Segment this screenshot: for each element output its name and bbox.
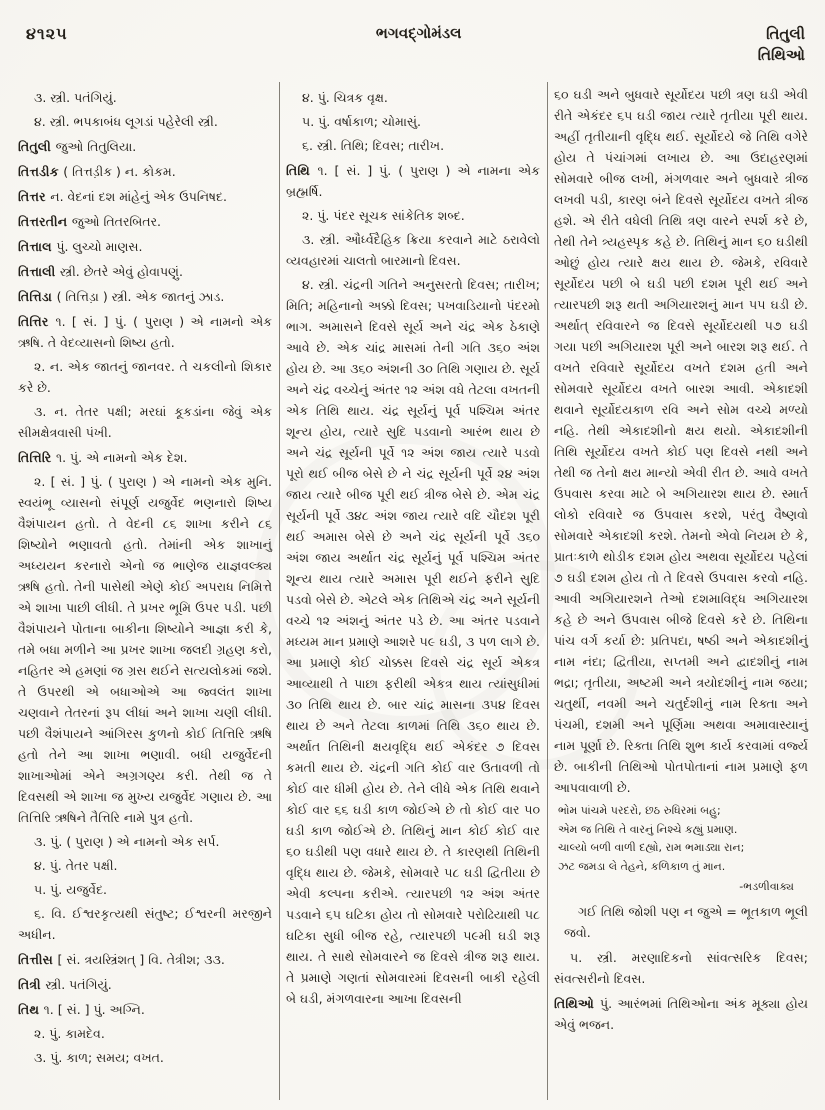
entry-headword: તિત્તિરિ xyxy=(18,450,56,465)
entry-headword: તિથ xyxy=(18,1002,44,1017)
page-number: ૪૧૨૫ xyxy=(26,24,68,43)
dictionary-entry: તિત્રી સ્ત્રી. પતંગિયું. xyxy=(18,977,112,992)
entry-headword: તિત્તાલી xyxy=(18,264,60,279)
dictionary-entry: તિથિઓ પું. આરંભમાં તિથિઓના અંક મૂક્યા હોય એવું ભજન. xyxy=(554,996,808,1032)
cont-paragraph: ૬૦ ઘડી અને બુધવારે સૂર્યોદય પછી ત્રણ ઘડી એવી રીતે એકંદર ૬૫ ઘડી જાય ત્યારે તૃતીયા પૂરી થાય. અહીં તૃતીયાની વૃદ્ધિ થઈ. સૂર્યોદયે જે તિથિ વગેરે હોય તે પંચાંગમાં લખાય છે. આ ઉદાહરણમાં સોમવારે બીજ લખી, મંગળવાર અને બુધવારે ત્રીજ લખવી પડી, કારણ બંને દિવસે સૂર્યોદય વખતે ત્રીજ હશે. એ રીતે વધેલી તિથિ ત્રણ વારને સ્પર્શ કરે છે, તેથી તેને ત્ર્યહસ્પૃક કહે છે. તિથિનું માન ૬૦ ઘડીથી ઓછું હોય ત્યારે ક્ષય થાય છે. જેમકે, રવિવારે સૂર્યોદય પછી બે ઘડી પછી દશમ પૂરી થઈ અને ત્યારપછી શરૂ થતી અગિયારશનું માન ૫૫ ઘડી છે. અર્થાત્ રવિવારને જ દિવસે સૂર્યોદયથી ૫૭ ઘડી ગયા પછી અગિયારશ પૂરી અને બારશ શરૂ થઈ. તે વખતે રવિવારે સૂર્યોદય વખતે દશમ હતી અને સોમવારે સૂર્યોદય વખતે બારશ આવી. એકાદશી થવાને સૂર્યોદયકાળ રવિ અને સોમ વચ્ચે મળ્યો નહિ. તેથી એકાદશીનો ક્ષય થયો. એકાદશીની તિથિ સૂર્યોદય વખતે કોઈ પણ દિવસે નથી અને તેથી જ તેનો ક્ષય માન્યો એવી રીત છે. આવે વખતે ઉપવાસ કરવા માટે બે અગિયારશ થાય છે. સ્માર્ત લોકો રવિવારે જ ઉપવાસ કરશે, પરંતુ વૈષ્ણવો સોમવારે એકાદશી કરશે. તેમનો એવો નિયમ છે કે, પ્રાતઃકાળે થોડીક દશમ હોય અથવા સૂર્યોદય પહેલાં ૭ ઘડી દશમ હોય તો તે દિવસે ઉપવાસ કરવો નહિ. આવી અગિયારશને તેઓ દશમાવિદ્ધ અગિયારશ કહે છે અને ઉપવાસ બીજે દિવસે કરે છે. તિથિના પાંચ વર્ગ કર્યા છે: પ્રતિપદા, ષષ્ઠી અને એકાદશીનું નામ નંદા; દ્વિતીયા, સપ્તમી અને દ્વાદશીનું નામ ભદ્રા; તૃતીયા, અષ્ટમી અને ત્રયોદશીનું નામ જયા; ચતુર્થી, નવમી અને ચતુર્દશીનું નામ રિક્તા અને પંચમી, દશમી અને પૂર્ણિમા અથવા અમાવાસ્યાનું નામ પૂર્ણા છે. રિક્તા તિથિ શુભ કાર્ય કરવામાં વર્જ્ય છે. બાકીની તિથિઓ પોતપોતાનાં નામ પ્રમાણે ફળ આપવાવાળી છે. xyxy=(554,87,808,795)
dictionary-entry: તિત્તરતીન જુઓ તિતરબિતર. xyxy=(18,214,162,229)
sense-paragraph: ૪. સ્ત્રી. ચંદ્રની ગતિને અનુસરતો દિવસ; તારીખ; મિતિ; મહિનાનો અક્કો દિવસ; પખવાડિયાનો પંદરમો ભાગ. અમાસને દિવસે સૂર્ય અને ચંદ્ર એક ઠેકાણે આવે છે. એક ચાંદ્ર માસમાં તેની ગતિ ૩૬૦ અંશ હોય છે. આ ૩૬૦ અંશની ૩૦ તિથિ ગણાય છે. સૂર્ય અને ચંદ્ર વચ્ચેનું અંતર ૧૨ અંશ વધે તેટલા વખતની એક તિથિ થાય. ચંદ્ર સૂર્યનું પૂર્વ પશ્ચિમ અંતર શૂન્ય હોય, ત્યારે સુદિ પડવાનો આરંભ થાય છે અને ચંદ્ર સૂર્યની પૂર્વે ૧૨ અંશ જાય ત્યારે પડવો પૂરો થઈ બીજ બેસે છે ને ચંદ્ર સૂર્યની પૂર્વે ૨૪ અંશ જાય ત્યારે બીજ પૂરી થઈ ત્રીજ બેસે છે. એમ ચંદ્ર સૂર્યની પૂર્વે ૩૪૮ અંશ જાય ત્યારે વદિ ચૌદશ પૂરી થઈ અમાસ બેસે છે અને ચંદ્ર સૂર્યની પૂર્વે ૩૬૦ અંશ જાય અર્થાત ચંદ્ર સૂર્યનું પૂર્વ પશ્ચિમ અંતર શૂન્ય થાય ત્યારે અમાસ પૂરી થઈને ફરીને સુદિ પડવો બેસે છે. એટલે એક તિથિએ ચંદ્ર અને સૂર્યની વચ્ચે ૧૨ અંશનું અંતર પડે છે. આ અંતર પડવાને મધ્યમ માન પ્રમાણે આશરે ૫૯ ઘડી, ૩ પળ લાગે છે. આ પ્રમાણે કોઈ ચોક્કસ દિવસે ચંદ્ર સૂર્ય એકત્ર આવ્યાથી તે પાછા ફરીથી એકત્ર થાય ત્યાંસુધીમાં ૩૦ તિથિ થાય છે. બાર ચાંદ્ર માસના ૩૫૪ દિવસ થાય છે અને તેટલા કાળમાં તિથિ ૩૬૦ થાય છે. અર્થાત તિથિની ક્ષયવૃદ્ધિ થઈ એકંદર ૭ દિવસ કમતી થાય છે. ચંદ્રની ગતિ કોઈ વાર ઉતાવળી તો કોઈ વાર ધીમી હોય છે. તેને લીધે એક તિથિ થવાને કોઈ વાર ૬૬ ઘડી કાળ જોઈએ છે તો કોઈ વાર ૫૦ ઘડી કાળ જોઈએ છે. તિથિનું માન કોઈ કોઈ વાર ૬૦ ઘડીથી પણ વધારે થાય છે. તે કારણથી તિથિની વૃદ્ધિ થાય છે. જેમકે, સોમવારે ૫૮ ઘડી દ્વિતીયા છે એવી કલ્પના કરીએ. ત્યારપછી ૧૨ અંશ અંતર પડવાને ૬૫ ઘટિકા હોય તો સોમવારે પરોઢિયાથી ૫૮ ઘટિકા સુધી બીજ રહે, ત્યારપછી ૫૯મી ઘડી શરૂ થાય. તે સાથે સોમવારને જ દિવસે ત્રીજ શરૂ થાય. તે પ્રમાણે ગણતાં સોમવારમાં દિવસની બાકી રહેલી બે ઘડી, મંગળવારના આખા દિવસની xyxy=(286,277,540,1006)
entry-headword: તિત્તિર xyxy=(18,314,56,329)
entry-headword: તિતુલી xyxy=(18,139,56,154)
dictionary-entry: તિત્તિડા ( તિત્તિડ઼ા ) સ્ત્રી. એક જાતનું ઝાડ. xyxy=(18,289,225,304)
dictionary-entry: તિત્તર ન. વેદનાં દશ માંહેનું એક ઉપનિષદ. xyxy=(18,189,227,204)
entry-headword: તિત્તાલ xyxy=(18,239,57,254)
sense-paragraph: ૨. પું. પંદર સૂચક સાંકેતિક શબ્દ. xyxy=(302,208,465,223)
sense-paragraph: ૩. પું. ( પુરાણ ) એ નામનો એક સર્પ. xyxy=(34,834,220,849)
attribution-paragraph: -ભડળીવાક્ય xyxy=(739,880,794,893)
sense-paragraph: ૨. ન. એક જાતનું જાનવર. તે ચકલીનો શિકાર કરે છે. xyxy=(18,359,272,395)
dictionary-entry: તિત્તાલ પું. લુચ્ચો માણસ. xyxy=(18,239,143,254)
idiom-paragraph: ગઈ તિથિ જોશી પણ ન જુએ = ભૂતકાળ ભૂલી જવો. xyxy=(564,904,808,940)
sense-paragraph: ૫. પું. યજુર્વેદ. xyxy=(34,882,108,897)
sense-paragraph: ૩. સ્ત્રી. ઔર્ધ્વદૈહિક ક્રિયા કરવાને માટે ઠરાવેલો વ્યવહારમાં ચાલતો બારમાનો દિવસ. xyxy=(286,232,540,268)
page-header xyxy=(12,24,815,80)
guide-words xyxy=(758,24,805,66)
dictionary-entry: તિત્તાલી સ્ત્રી. છેતરે એવું હોવાપણું. xyxy=(18,264,183,279)
sense-paragraph: ૪. પું. તેતર પક્ષી. xyxy=(34,858,118,873)
guide-word-last: તિથિઓ xyxy=(757,46,805,64)
entry-headword: તિત્તિડા xyxy=(18,289,57,304)
sense-paragraph: ૫. સ્ત્રી. મરણાદિકનો સાંવત્સરિક દિવસ; સંવત્સરીનો દિવસ. xyxy=(554,950,808,986)
column-left xyxy=(12,82,279,1100)
sense-paragraph: ૨. [ સં. ] પું. ( પુરાણ ) એ નામનો એક મુનિ. સ્વયંભૂ વ્યાસનો સંપૂર્ણ યજુર્વેદ ભણનારો શિષ્ય વૈશંપાયન હતો. તે વેદની ૮૬ શાખા કરીને ૮૬ શિષ્યોને ભણાવતો હતો. તેમાંની એક શાખાનું અધ્યયન કરનારો એનો જ ભાણેજ યાજ્ઞવલ્ક્ય ઋષિ હતો. તેની પાસેથી એણે કોઈ અપરાધ નિમિત્તે એ શાખા પાછી લીધી. તે પ્રખર ભૂમિ ઉપર પડી. પછી વૈશંપાયને પોતાના બાકીના શિષ્યોને આજ્ઞા કરી કે, તમે બધા મળીને આ પ્રખર શાખા જલદી ગ્રહણ કરો, નહિતર એ હમણાં જ ગ્રસ થઈને સત્યલોકમાં જશે. તે ઉપરથી એ બધાઓએ આ જ્વલંત શાખા ચણવાને તેતરનાં રૂપ લીધાં અને શાખા ચણી લીધી. પછી વૈશંપાયને આંગિરસ કુળનો કોઈ તિત્તિરિ ઋષિ હતો તેને આ શાખા ભણાવી. બધી યજુર્વેદની શાખાઓમાં એને અગ્રગણ્ય કરી. તેથી જ તે દિવસથી એ શાખા જ મુખ્ય યજુર્વેદ ગણાય છે. આ તિત્તિરિ ઋષિને તૈત્તિરિ નામે પુત્ર હતો. xyxy=(18,474,272,825)
dictionary-entry: તિત્તિર ૧. [ સં. ] પું. ( પુરાણ ) એ નામનો એક ઋષિ. તે વેદવ્યાસનો શિષ્ય હતો. xyxy=(18,314,272,350)
sense-paragraph: ૫. પું. વર્ષાકાળ; ચોમાસું. xyxy=(302,114,421,129)
guide-word-first: તિતુલી xyxy=(766,25,805,43)
book-title: ભગવદ્ગોમંડલ xyxy=(375,24,462,42)
sense-paragraph: ૩. પું. કાળ; સમય; વખત. xyxy=(34,1050,164,1065)
sense-paragraph: ૬. વિ. ઈશ્વરકૃત્યથી સંતુષ્ટ; ઈશ્વરની મરજીને અધીન. xyxy=(18,906,272,942)
sense-paragraph: ૪. પું. ચિત્રક વૃક્ષ. xyxy=(302,90,388,105)
entry-headword: તિત્તીસ xyxy=(18,952,58,967)
sense-paragraph: ૩. ન. તેતર પક્ષી; મરઘાં કૂકડાંના જેવું એક સીમક્ષેત્રવાસી પંખી. xyxy=(18,404,272,440)
sense-paragraph: ૨. પું. કામદેવ. xyxy=(34,1026,105,1041)
dictionary-entry: તિત્તડીક ( તિત્તડ઼ીક ) ન. કોકમ. xyxy=(18,164,176,179)
dictionary-entry: તિથ ૧. [ સં. ] પું. અગ્નિ. xyxy=(18,1002,145,1017)
sense-paragraph: ૬. સ્ત્રી. તિથિ; દિવસ; તારીખ. xyxy=(302,138,445,153)
entry-headword: તિત્તરતીન xyxy=(18,214,72,229)
text-columns xyxy=(12,82,815,1100)
entry-headword: તિત્તડીક xyxy=(18,164,64,179)
entry-headword: તિત્તર xyxy=(18,189,51,204)
sense-paragraph: ૩. સ્ત્રી. પતંગિયું. xyxy=(34,90,117,105)
entry-headword: તિત્રી xyxy=(18,977,46,992)
column-right xyxy=(548,82,815,1100)
entry-headword: તિથિઓ xyxy=(554,996,601,1011)
sense-paragraph: ૪. સ્ત્રી. ભપકાબંધ લૂગડાં પહેરેલી સ્ત્રી. xyxy=(34,114,218,129)
verse-paragraph: ભોમ પાંચમે પરદરો, છઠ રુધિરમાં બહુ; એમ જ તિથિ તે વારનું નિશ્ચે કહ્યું પ્રમાણ. ચાલ્યો બળી વાળી દહ્યો, રામ ભમાડ્યા રાન; ઝટ જમડા લે તેહને, કળિકાળ તું માન. xyxy=(558,804,745,873)
dictionary-entry: તિતુલી જુઓ તિતુલિયા. xyxy=(18,139,137,154)
dictionary-entry: તિત્તિરિ ૧. પું. એ નામનો એક દેશ. xyxy=(18,450,188,465)
dictionary-entry: તિથિ ૧. [ સં. ] પું. ( પુરાણ ) એ નામના એક બ્રહ્મર્ષિ. xyxy=(286,163,540,199)
column-middle xyxy=(279,82,548,1100)
entry-headword: તિથિ xyxy=(286,163,318,178)
dictionary-entry: તિત્તીસ [ સં. ત્રયસ્ત્રિંશત્ ] વિ. તેત્રીશ; ૩૩. xyxy=(18,952,225,967)
